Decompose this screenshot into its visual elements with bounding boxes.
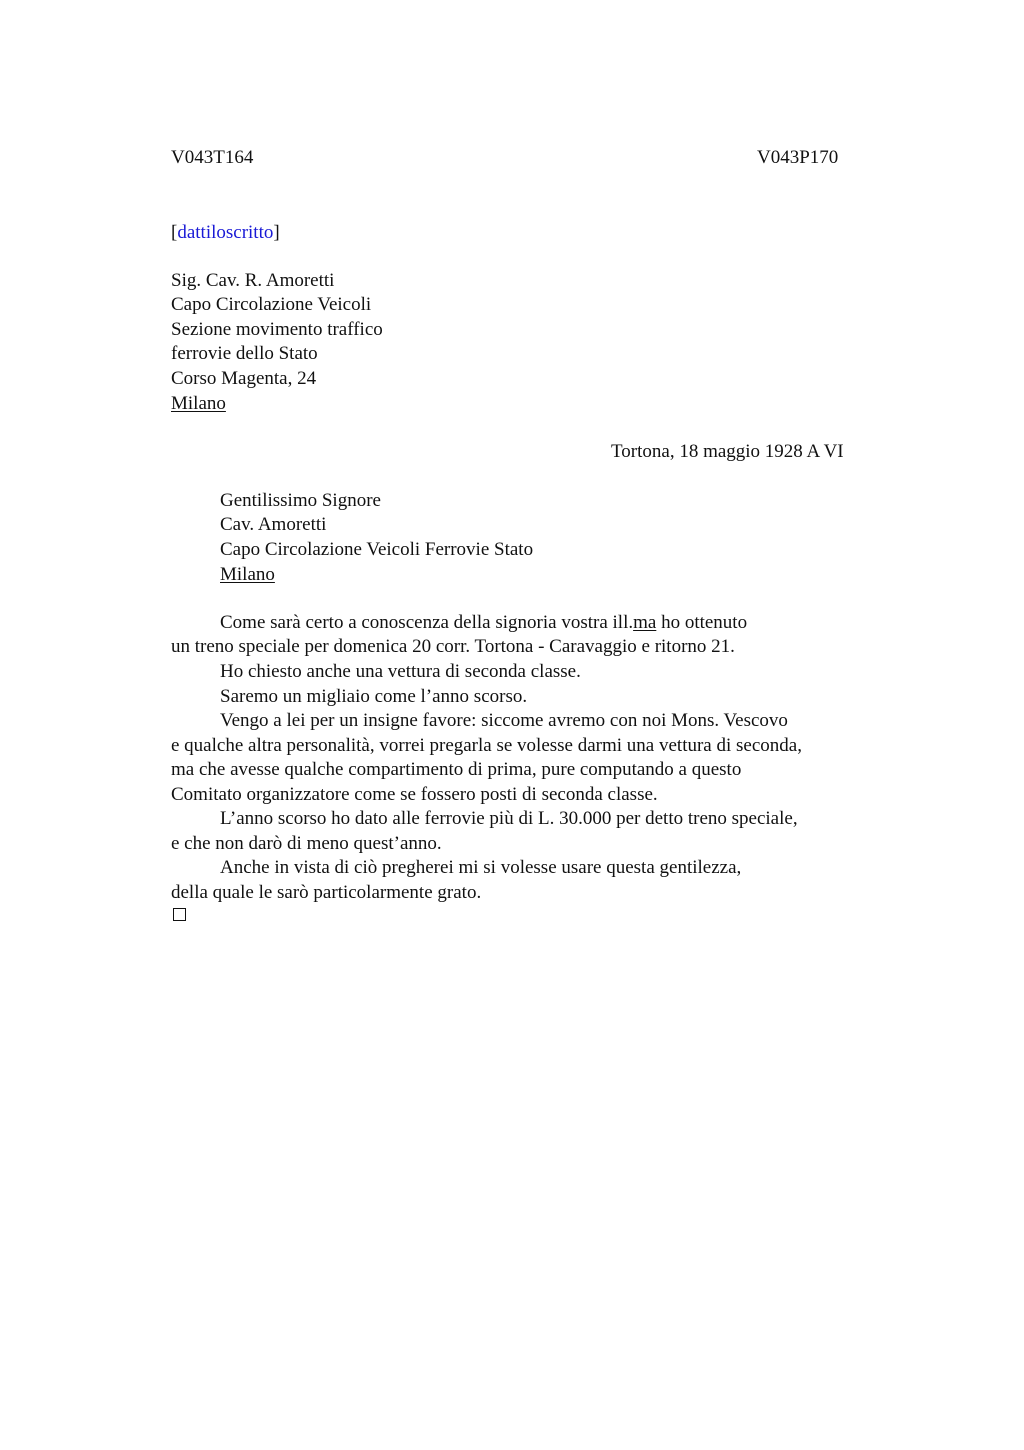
note-open-bracket: [ (171, 222, 178, 243)
note-close-bracket: ] (273, 222, 280, 243)
addressee-line: Corso Magenta, 24 (171, 368, 317, 389)
addressee-city: Milano (171, 393, 226, 414)
document-code-right: V043P170 (757, 147, 839, 168)
salutation-city: Milano (220, 564, 275, 585)
date-line: Tortona, 18 maggio 1928 A VI (611, 441, 844, 462)
addressee-line: Sig. Cav. R. Amoretti (171, 270, 335, 291)
body-line: e che non darò di meno quest’anno. (171, 833, 442, 854)
body-line (220, 611, 747, 635)
note-label: dattiloscritto (177, 222, 274, 243)
salutation-line: Capo Circolazione Veicoli Ferrovie Stato (220, 539, 534, 560)
body-line: della quale le sarò particolarmente grato. (171, 882, 482, 903)
body-line: Ho chiesto anche una vettura di seconda classe. (220, 661, 581, 682)
end-marker-box-icon (173, 908, 186, 921)
salutation-line: Cav. Amoretti (220, 514, 327, 535)
body-line: ma che avesse qualche compartimento di prima, pure computando a questo (171, 759, 742, 780)
body-line: Vengo a lei per un insigne favore: siccome avremo con noi Mons. Vescovo (220, 710, 788, 731)
body-line: e qualche altra personalità, vorrei pregarla se volesse darmi una vettura di seconda, (171, 735, 802, 756)
body-p1-abbrev: ma (633, 612, 657, 633)
document-code-left: V043T164 (171, 147, 254, 168)
body-line: Comitato organizzatore come se fossero posti di seconda classe. (171, 784, 658, 805)
body-line: Saremo un migliaio come l’anno scorso. (220, 686, 528, 707)
body-line: Anche in vista di ciò pregherei mi si volesse usare questa gentilezza, (220, 857, 742, 878)
body-line: L’anno scorso ho dato alle ferrovie più di L. 30.000 per detto treno speciale, (220, 808, 798, 829)
body-line: un treno speciale per domenica 20 corr. Tortona - Caravaggio e ritorno 21. (171, 636, 735, 657)
salutation-line: Gentilissimo Signore (220, 490, 381, 511)
typescript-note (171, 221, 280, 245)
addressee-line: ferrovie dello Stato (171, 343, 318, 364)
body-p1-end: ho ottenuto (656, 612, 748, 633)
body-p1-start: Come sarà certo a conoscenza della signoria vostra ill. (220, 612, 634, 633)
addressee-line: Capo Circolazione Veicoli (171, 294, 372, 315)
addressee-line: Sezione movimento traffico (171, 319, 383, 340)
